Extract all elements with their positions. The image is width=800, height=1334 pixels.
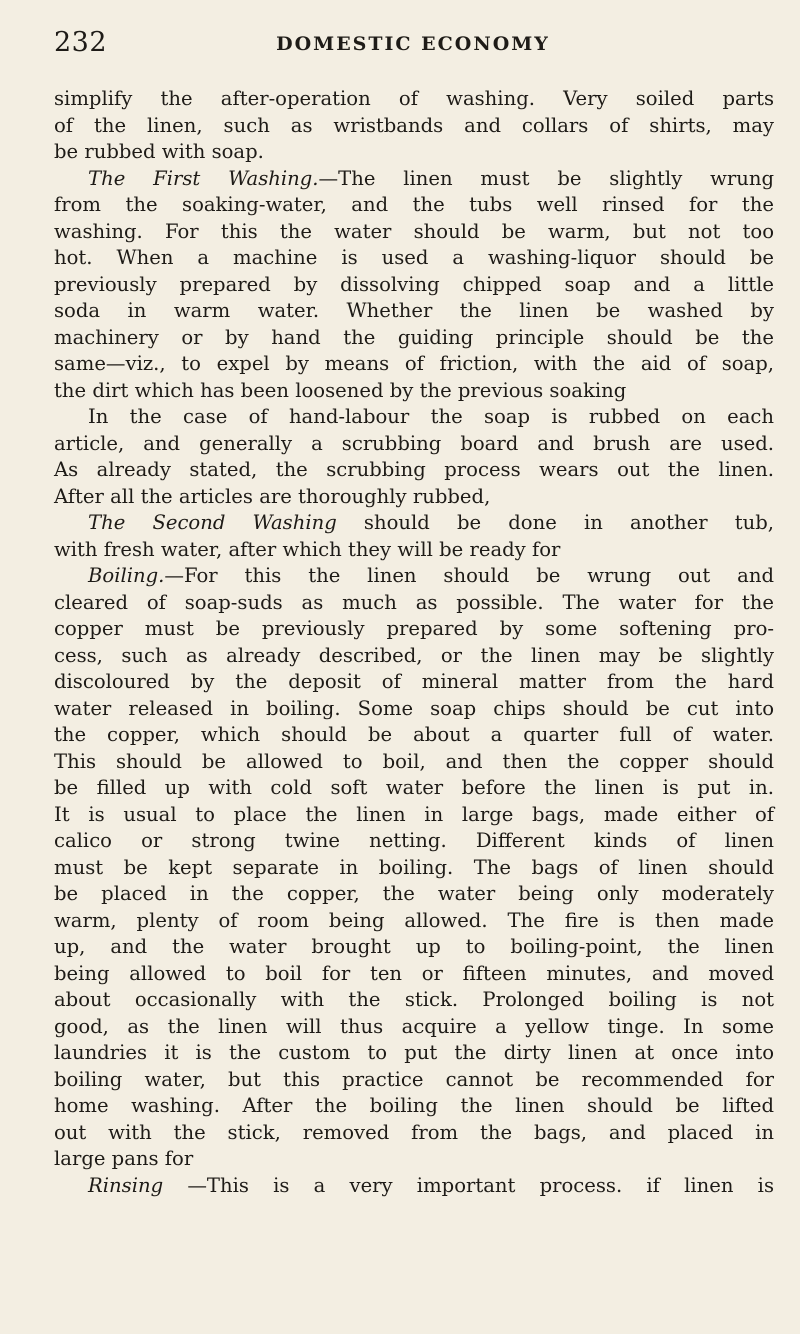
text-line — [54, 749, 774, 776]
text-segment: cleared of soap-suds as much as possible. The water for the — [54, 590, 774, 614]
text-line — [54, 219, 774, 246]
text-line — [54, 775, 774, 802]
text-segment: —The linen must be slightly wrung — [318, 166, 774, 190]
text-segment: article, and generally a scrubbing board and brush are used. — [54, 431, 774, 455]
text-segment: should be done in another tub, — [336, 511, 774, 534]
text-segment: In the case of hand-labour the soap is rubbed on each — [88, 405, 774, 428]
running-head: DOMESTIC ECONOMY — [276, 33, 550, 55]
text-line — [54, 298, 774, 325]
text-segment: from the soaking-water, and the tubs well rinsed for the — [54, 193, 774, 216]
text-line — [54, 139, 774, 166]
text-segment: washing. For this the water should be warm, but not too — [54, 219, 774, 243]
text-segment: the dirt which has been loosened by the previous soaking — [54, 378, 627, 402]
text-line — [54, 669, 774, 696]
body-text — [54, 86, 774, 1199]
text-segment: be placed in the copper, the water being only moderately — [54, 882, 774, 905]
text-segment: home washing. After the boiling the linen should be lifted — [54, 1094, 774, 1117]
text-segment: boiling water, but this practice cannot be recommended for — [54, 1067, 774, 1091]
section-title: The First Washing. — [88, 166, 319, 190]
text-line — [54, 192, 774, 219]
text-line — [54, 537, 774, 564]
text-line — [54, 86, 774, 113]
text-segment: machinery or by hand the guiding principle should be the — [54, 325, 774, 349]
text-line — [54, 855, 774, 882]
section-title: Rinsing — [88, 1173, 164, 1197]
text-segment: must be kept separate in boiling. The bags of linen should — [54, 855, 774, 879]
section-title: Boiling. — [88, 564, 165, 587]
text-line — [54, 510, 774, 537]
text-segment: copper must be previously prepared by some softening pro- — [54, 617, 774, 640]
text-line — [54, 1014, 774, 1041]
text-segment: previously prepared by dissolving chipped soap and a little — [54, 272, 774, 296]
text-line — [54, 802, 774, 829]
text-line — [54, 1173, 774, 1200]
text-segment: —For this the linen should be wrung out and — [164, 564, 774, 587]
text-segment: about occasionally with the stick. Prolonged boiling is not — [54, 988, 774, 1011]
text-line — [54, 1093, 774, 1120]
text-segment: good, as the linen will thus acquire a yellow tinge. In some — [54, 1014, 774, 1038]
text-segment: warm, plenty of room being allowed. The fire is then made — [54, 908, 774, 932]
text-line — [54, 616, 774, 643]
text-line — [54, 934, 774, 961]
text-line — [54, 325, 774, 352]
text-segment: As already stated, the scrubbing process wears out the linen. — [54, 458, 774, 481]
text-line — [54, 643, 774, 670]
text-segment: out with the stick, removed from the bags, and placed in — [54, 1120, 774, 1144]
text-segment: This should be allowed to boil, and then the copper should — [54, 749, 774, 773]
text-segment: water released in boiling. Some soap chips should be cut into — [54, 696, 774, 720]
text-line — [54, 457, 774, 484]
text-segment: the copper, which should be about a quarter full of water. — [54, 723, 774, 746]
text-line — [54, 881, 774, 908]
text-line — [54, 1067, 774, 1094]
text-line — [54, 908, 774, 935]
text-line — [54, 113, 774, 140]
text-segment: with fresh water, after which they will be ready for — [54, 537, 561, 561]
text-line — [54, 722, 774, 749]
text-line — [54, 1040, 774, 1067]
text-segment: —This is a very important process. if linen is — [163, 1173, 774, 1197]
text-segment: soda in warm water. Whether the linen be washed by — [54, 299, 774, 322]
text-segment: After all the articles are thoroughly rubbed, — [54, 484, 491, 508]
text-segment: laundries it is the custom to put the dirty linen at once into — [54, 1041, 774, 1064]
text-segment: up, and the water brought up to boiling-point, the linen — [54, 935, 774, 958]
page-header — [54, 26, 772, 60]
text-line — [54, 166, 774, 193]
text-line — [54, 961, 774, 988]
text-segment: hot. When a machine is used a washing-liquor should be — [54, 246, 774, 269]
text-line — [54, 1146, 774, 1173]
page-number: 232 — [54, 27, 108, 58]
text-line — [54, 404, 774, 431]
text-line — [54, 1120, 774, 1147]
text-line — [54, 484, 774, 511]
text-line — [54, 351, 774, 378]
text-line — [54, 696, 774, 723]
text-line — [54, 245, 774, 272]
text-segment: being allowed to boil for ten or fifteen minutes, and moved — [54, 961, 774, 985]
text-segment: cess, such as already described, or the linen may be slightly — [54, 643, 774, 667]
text-line — [54, 828, 774, 855]
text-segment: same—viz., to expel by means of friction, with the aid of soap, — [54, 352, 774, 375]
text-segment: calico or strong twine netting. Different kinds of linen — [54, 829, 774, 852]
text-segment: be rubbed with soap. — [54, 140, 264, 163]
text-segment: discoloured by the deposit of mineral matter from the hard — [54, 670, 774, 693]
text-line — [54, 272, 774, 299]
text-segment: It is usual to place the linen in large bags, made either of — [54, 802, 774, 826]
text-segment: be filled up with cold soft water before the linen is put in. — [54, 776, 774, 799]
section-title: The Second Washing — [88, 511, 337, 534]
text-line — [54, 431, 774, 458]
text-line — [54, 590, 774, 617]
text-segment: large pans for — [54, 1147, 194, 1170]
text-line — [54, 378, 774, 405]
text-segment: of the linen, such as wristbands and collars of shirts, may — [54, 113, 774, 137]
text-segment: simplify the after-operation of washing. Very soiled parts — [54, 87, 774, 110]
text-line — [54, 987, 774, 1014]
text-line — [54, 563, 774, 590]
